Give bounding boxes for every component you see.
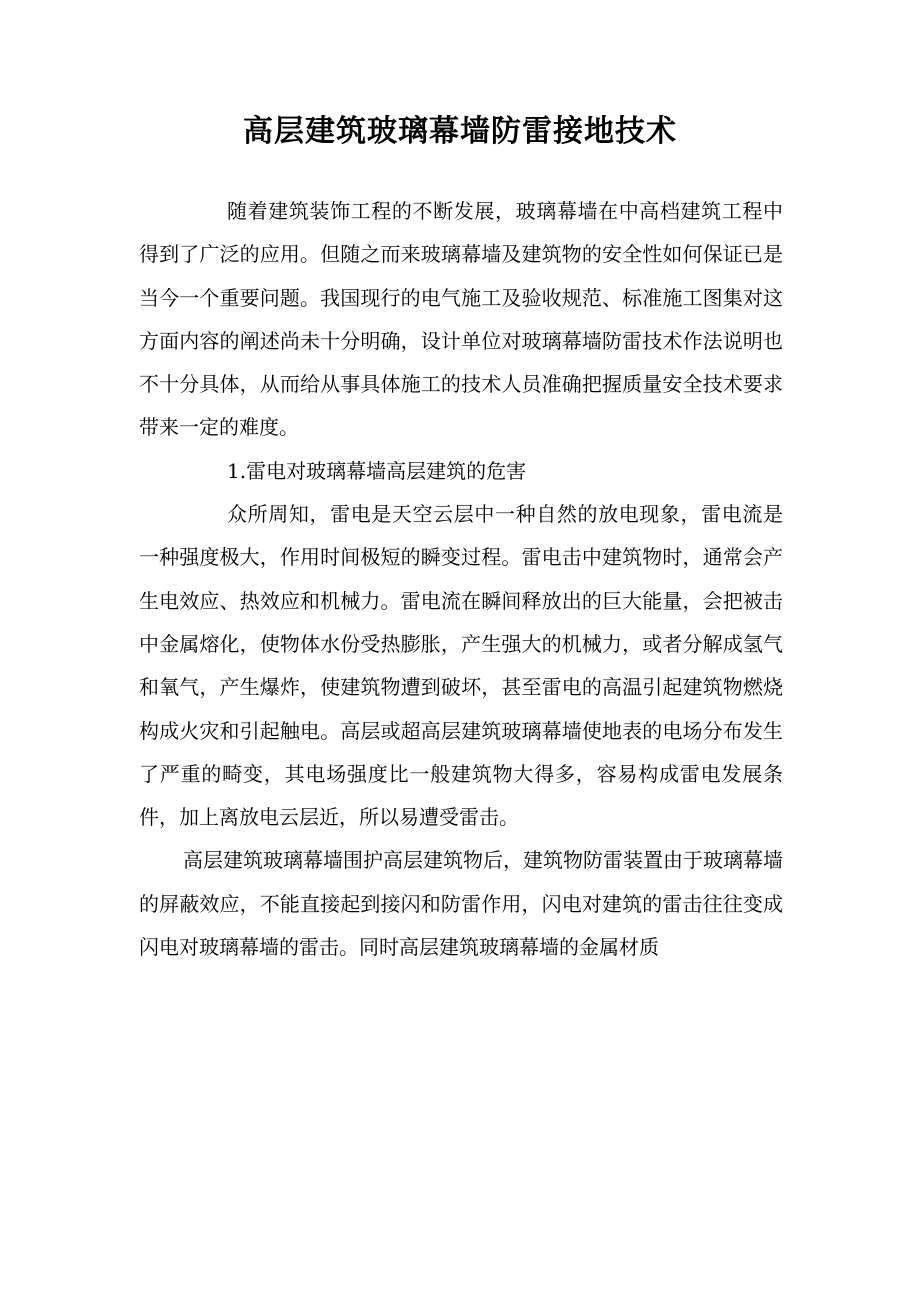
document-title: 高层建筑玻璃幕墙防雷接地技术 xyxy=(243,114,677,149)
paragraph-curtain-wall-shielding: 高层建筑玻璃幕墙围护高层建筑物后，建筑物防雷装置由于玻璃幕墙的屏蔽效应，不能直接起到接闪和防雷作用，闪电对建筑的雷击往往变成闪电对玻璃幕墙的雷击。同时高层建筑玻璃幕墙的金属材质 xyxy=(139,848,783,960)
section-heading-1: 1.雷电对玻璃幕墙高层建筑的危害 xyxy=(227,458,527,483)
document-body xyxy=(139,190,783,969)
paragraph-lightning-hazard: 众所周知，雷电是天空云层中一种自然的放电现象，雷电流是一种强度极大，作用时间极短的瞬变过程。雷电击中建筑物时，通常会产生电效应、热效应和机械力。雷电流在瞬间释放出的巨大能量，会把被击中金属熔化，使物体水份受热膨胀，产生强大的机械力，或者分解成氢气和氧气，产生爆炸，使建筑物遭到破坏，甚至雷电的高温引起建筑物燃烧构成火灾和引起触电。高层或超高层建筑玻璃幕墙使地表的电场分布发生了严重的畸变，其电场强度比一般建筑物大得多，容易构成雷电发展条件，加上离放电云层近，所以易遭受雷击。 xyxy=(139,502,783,830)
paragraph-intro: 随着建筑装饰工程的不断发展，玻璃幕墙在中高档建筑工程中得到了广泛的应用。但随之而来玻璃幕墙及建筑物的安全性如何保证已是当今一个重要问题。我国现行的电气施工及验收规范、标准施工图集对这方面内容的阐述尚未十分明确，设计单位对玻璃幕墙防雷技术作法说明也不十分具体，从而给从事具体施工的技术人员准确把握质量安全技术要求带来一定的难度。 xyxy=(139,199,783,440)
